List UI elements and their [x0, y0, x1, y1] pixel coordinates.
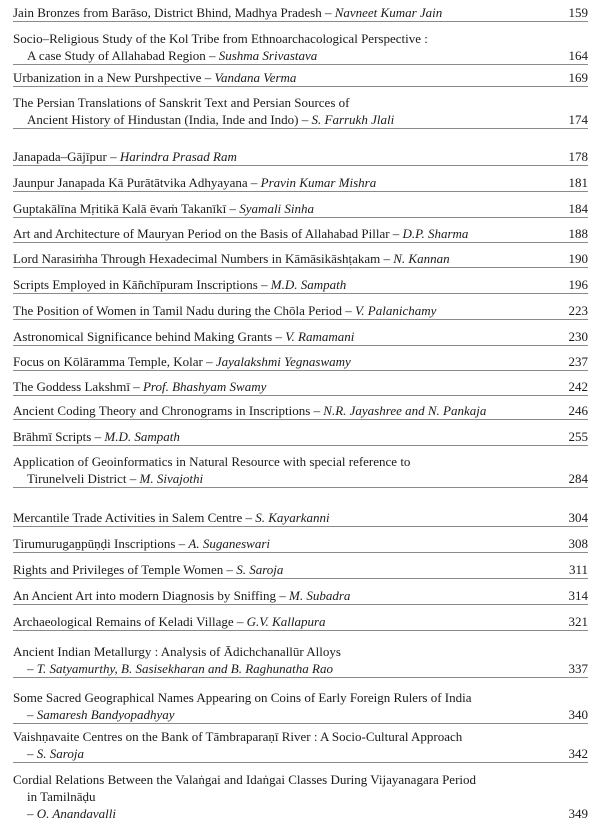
entry-author: Sushma Srivastava: [218, 48, 318, 63]
toc-entry: [13, 30, 588, 65]
entry-title: Ancient History of Hindustan (India, Inde and Indo) –: [27, 112, 312, 127]
toc-entry-line: [13, 30, 588, 47]
toc-entry-line: [13, 328, 588, 345]
toc-entry-line: [13, 4, 588, 21]
entry-author: Syamali Sinha: [239, 201, 315, 216]
entry-text: [13, 788, 588, 805]
entry-title: Brāhmī Scripts –: [13, 429, 105, 444]
toc-entry: [13, 689, 588, 724]
entry-text: [13, 47, 548, 64]
page-number: 237: [568, 354, 588, 369]
toc-entry-line: [13, 745, 588, 762]
toc-entry: [13, 250, 588, 268]
entry-text: [13, 453, 588, 470]
toc-entry-line: [13, 302, 588, 319]
entry-author: Navneet Kumar Jain: [334, 5, 443, 20]
toc-entry: [13, 378, 588, 396]
entry-text: [13, 378, 548, 395]
page-number: 230: [568, 329, 588, 344]
entry-title: Tirumurugaṉpūṇḍi Inscriptions –: [13, 536, 189, 551]
page-number: 174: [568, 112, 588, 127]
toc-entry: [13, 94, 588, 129]
entry-text: [13, 805, 548, 822]
toc-entry-line: [13, 706, 588, 723]
toc-entry-line: [13, 378, 588, 395]
entry-title: An Ancient Art into modern Diagnosis by Sniffing –: [13, 588, 289, 603]
toc-entry: [13, 428, 588, 446]
entry-text: [13, 745, 548, 762]
toc-entry-line: [13, 613, 588, 630]
entry-text: [13, 706, 548, 723]
toc-entry-line: [13, 453, 588, 470]
toc-entry-line: [13, 111, 588, 128]
entry-text: [13, 30, 588, 47]
entry-title: Vaishṇavaite Centres on the Bank of Tāmbraparaṇī River : A Socio-Cultural Approach: [13, 729, 463, 744]
entry-author: Vandana Verma: [214, 70, 297, 85]
entry-text: [13, 771, 588, 788]
entry-author: M. Sivajothi: [139, 471, 204, 486]
entry-author: S. Kayarkanni: [255, 510, 330, 525]
entry-title: Archaeological Remains of Keladi Village –: [13, 614, 247, 629]
toc-entry-line: [13, 148, 588, 165]
page-number: 304: [568, 510, 588, 525]
toc-entry-line: [13, 225, 588, 242]
entry-text: [13, 69, 548, 86]
toc-entry: [13, 302, 588, 320]
page-number: 181: [568, 175, 588, 190]
entry-author: D.P. Sharma: [402, 226, 469, 241]
page-number: 242: [568, 379, 588, 394]
toc-entry: [13, 4, 588, 22]
entry-author: Prof. Bhashyam Swamy: [142, 379, 267, 394]
entry-title: –: [27, 746, 37, 761]
entry-title: Ancient Indian Metallurgy : Analysis of Ādichchanallūr Alloys: [13, 644, 341, 659]
entry-text: [13, 402, 548, 419]
entry-text: [13, 111, 548, 128]
toc-entry: [13, 771, 588, 822]
toc-entry-line: [13, 276, 588, 293]
entry-author: M. Subadra: [289, 588, 351, 603]
toc-entry: [13, 225, 588, 243]
toc-entry: [13, 402, 588, 420]
toc-entry-line: [13, 250, 588, 267]
entry-title: Socio–Religious Study of the Kol Tribe from Ethnoarchacological Perspective :: [13, 31, 428, 46]
entry-author: Jayalakshmi Yegnaswamy: [215, 354, 351, 369]
entry-author: N. Kannan: [393, 251, 450, 266]
entry-text: [13, 689, 588, 706]
entry-title: Urbanization in a New Purshpective –: [13, 70, 215, 85]
page-number: 337: [568, 661, 588, 676]
entry-text: [13, 643, 588, 660]
entry-text: [13, 200, 548, 217]
toc-entry-line: [13, 94, 588, 111]
entry-text: [13, 428, 548, 445]
entry-text: [13, 148, 548, 165]
toc-entry: [13, 535, 588, 553]
toc-entry: [13, 69, 588, 87]
entry-title: Some Sacred Geographical Names Appearing on Coins of Early Foreign Rulers of India: [13, 690, 472, 705]
toc-entry-line: [13, 402, 588, 419]
entry-author: Samaresh Bandyopadhyay: [36, 707, 175, 722]
entry-author: N.R. Jayashree and N. Pankaja: [323, 403, 487, 418]
entry-author: M.D. Sampath: [104, 429, 180, 444]
entry-author: V. Palanichamy: [355, 303, 437, 318]
toc-entry: [13, 453, 588, 488]
toc-entry: [13, 613, 588, 631]
entry-title: The Persian Translations of Sanskrit Text and Persian Sources of: [13, 95, 350, 110]
entry-text: [13, 470, 548, 487]
page-number: 190: [568, 251, 588, 266]
toc-entry: [13, 328, 588, 346]
entry-title: Art and Architecture of Mauryan Period on the Basis of Allahabad Pillar –: [13, 226, 403, 241]
toc-entry-line: [13, 470, 588, 487]
entry-title: Janapada–Gājīpur –: [13, 149, 120, 164]
entry-author: S. Farrukh Jlali: [311, 112, 395, 127]
entry-title: The Position of Women in Tamil Nadu during the Chōla Period –: [13, 303, 356, 318]
toc-entry-line: [13, 643, 588, 660]
toc-entry-line: [13, 174, 588, 191]
toc-entry: [13, 561, 588, 579]
entry-text: [13, 509, 548, 526]
toc-entry-line: [13, 69, 588, 86]
toc-entry-line: [13, 509, 588, 526]
entry-title: Scripts Employed in Kāñchīpuram Inscriptions –: [13, 277, 271, 292]
entry-author: Pravin Kumar Mishra: [260, 175, 377, 190]
entry-title: The Goddess Lakshmī –: [13, 379, 143, 394]
entry-text: [13, 561, 548, 578]
entry-author: M.D. Sampath: [270, 277, 347, 292]
entry-text: [13, 276, 548, 293]
entry-text: [13, 250, 548, 267]
toc-entry-line: [13, 47, 588, 64]
entry-title: –: [27, 707, 37, 722]
toc-entry-line: [13, 428, 588, 445]
entry-title: Application of Geoinformatics in Natural Resource with special reference to: [13, 454, 411, 469]
toc-entry: [13, 509, 588, 527]
toc-entry-line: [13, 535, 588, 552]
entry-author: S. Saroja: [236, 562, 284, 577]
toc-entry-line: [13, 200, 588, 217]
entry-text: [13, 613, 548, 630]
entry-author: G.V. Kallapura: [246, 614, 326, 629]
toc-entry: [13, 148, 588, 166]
page-number: 308: [568, 536, 588, 551]
page-number: 164: [568, 48, 588, 63]
page-number: 223: [568, 303, 588, 318]
entry-text: [13, 225, 548, 242]
toc-entry: [13, 276, 588, 294]
toc-entry-line: [13, 353, 588, 370]
page-number: 196: [568, 277, 588, 292]
page-number: 159: [568, 5, 588, 20]
page-number: 169: [568, 70, 588, 85]
entry-text: [13, 302, 548, 319]
entry-text: [13, 535, 548, 552]
page-number: 178: [568, 149, 588, 164]
toc-entry: [13, 174, 588, 192]
entry-text: [13, 94, 588, 111]
entry-title: Lord Narasiṁha Through Hexadecimal Numbers in Kāmāsikāshṭakam –: [13, 251, 394, 266]
page-number: 340: [568, 707, 588, 722]
entry-author: A. Suganeswari: [188, 536, 271, 551]
entry-title: Astronomical Significance behind Making Grants –: [13, 329, 286, 344]
page-number: 349: [568, 806, 588, 821]
entry-text: [13, 660, 548, 677]
entry-title: Jain Bronzes from Barāso, District Bhind, Madhya Pradesh –: [13, 5, 335, 20]
entry-title: Mercantile Trade Activities in Salem Centre –: [13, 510, 256, 525]
page-number: 321: [568, 614, 588, 629]
entry-text: [13, 174, 548, 191]
entry-title: Guptakālīna Mṛitikā Kalā ēvaṁ Takanīkī –: [13, 201, 240, 216]
toc-entry-line: [13, 660, 588, 677]
page-number: 342: [568, 746, 588, 761]
entry-title: Ancient Coding Theory and Chronograms in Inscriptions –: [13, 403, 324, 418]
entry-author: T. Satyamurthy, B. Sasisekharan and B. Raghunatha Rao: [36, 661, 333, 676]
entry-title: A case Study of Allahabad Region –: [27, 48, 219, 63]
entry-author: O. Anandavalli: [36, 806, 116, 821]
toc-entry: [13, 643, 588, 678]
toc-entry-line: [13, 587, 588, 604]
toc-entry: [13, 353, 588, 371]
entry-text: [13, 587, 548, 604]
entry-title: Cordial Relations Between the Valaṅgai and Idaṅgai Classes During Vijayanagara Period: [13, 772, 477, 787]
entry-title: Tirunelveli District –: [27, 471, 140, 486]
entry-author: V. Ramamani: [285, 329, 355, 344]
toc-entry-line: [13, 561, 588, 578]
toc-entry-line: [13, 771, 588, 788]
toc-entry-line: [13, 788, 588, 805]
toc-entry: [13, 728, 588, 763]
entry-text: [13, 328, 548, 345]
entry-author: S. Saroja: [36, 746, 84, 761]
entry-text: [13, 4, 548, 21]
entry-title: in Tamilnāḍu: [27, 789, 96, 804]
toc-entry-line: [13, 689, 588, 706]
page-number: 284: [568, 471, 588, 486]
toc-entry: [13, 200, 588, 218]
entry-title: Focus on Kōlāramma Temple, Kolar –: [13, 354, 216, 369]
entry-title: –: [27, 661, 37, 676]
entry-title: Rights and Privileges of Temple Women –: [13, 562, 237, 577]
entry-author: Harindra Prasad Ram: [119, 149, 237, 164]
toc-entry: [13, 587, 588, 605]
page-number: 188: [568, 226, 588, 241]
toc-entry-line: [13, 805, 588, 822]
page-number: 184: [568, 201, 588, 216]
entry-title: Jaunpur Janapada Kā Purātātvika Adhyayana –: [13, 175, 261, 190]
entry-text: [13, 353, 548, 370]
page-number: 255: [568, 429, 588, 444]
page-number: 246: [568, 403, 588, 418]
entry-title: –: [27, 806, 37, 821]
page-number: 311: [568, 562, 588, 577]
page-number: 314: [568, 588, 588, 603]
